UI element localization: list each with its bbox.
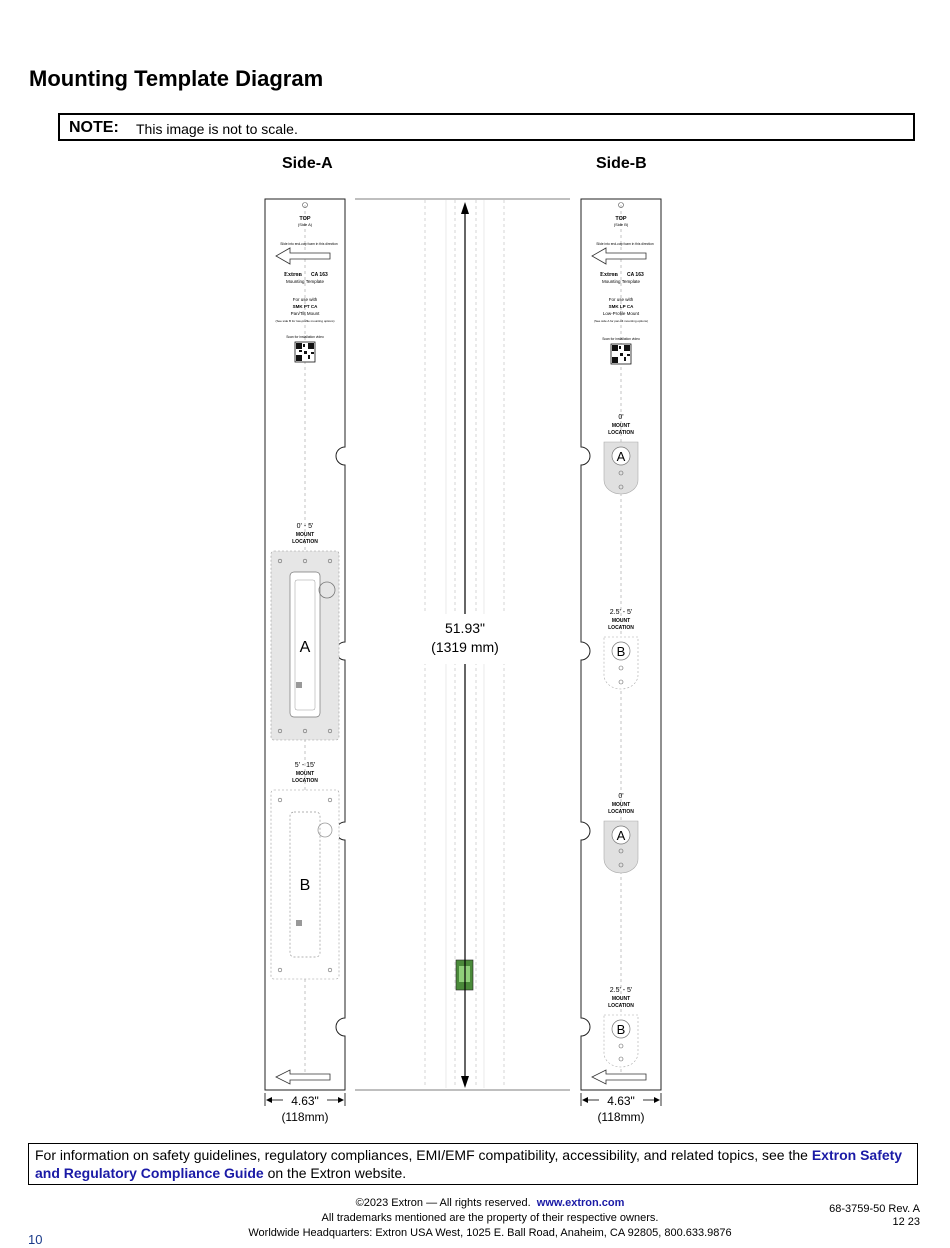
document-revision xyxy=(829,1203,920,1229)
doc-number: 68-3759-50 Rev. A xyxy=(829,1203,920,1215)
side-b-for-use: For use with xyxy=(608,297,634,302)
qr-code-icon xyxy=(295,342,315,362)
side-b-loc1-label2: LOCATION xyxy=(608,430,634,436)
width-dimension-b xyxy=(581,1093,661,1124)
safety-info-suffix: on the Extron website. xyxy=(267,1165,407,1181)
side-a-side: (Side A) xyxy=(297,222,313,227)
side-b-loc3-label2: LOCATION xyxy=(608,809,634,815)
safety-guide-link[interactable]: Extron Safety and Regulatory Compliance Guide xyxy=(35,1147,903,1181)
side-b-loc1-label1: MOUNT xyxy=(611,423,631,429)
length-mm: (1319 mm) xyxy=(431,639,499,655)
side-b-scan: Scan for installation video xyxy=(602,337,640,341)
width-dimension-a xyxy=(265,1093,345,1124)
side-b-brand: Extron xyxy=(600,272,618,278)
side-b-loc4-letter: B xyxy=(616,1022,626,1037)
side-b-strip xyxy=(581,199,661,1090)
copyright-text: ©2023 Extron — All rights reserved. xyxy=(355,1197,531,1209)
side-a-loc-a-label1: MOUNT xyxy=(295,532,315,538)
side-a-loc-b-label2: LOCATION xyxy=(292,778,318,784)
side-b-top: TOP xyxy=(615,216,627,222)
side-b-side: (Side B) xyxy=(613,222,629,227)
trademarks-text: All trademarks mentioned are the property of their respective owners. xyxy=(321,1212,659,1224)
side-a-for-use: For use with xyxy=(292,297,318,302)
side-b-loc4-label1: MOUNT xyxy=(611,996,631,1002)
side-b-model: CA 163 xyxy=(627,272,644,278)
side-a-loc-b-letter: B xyxy=(299,877,311,894)
width-b-mm: (118mm) xyxy=(597,1110,645,1124)
width-b-inches: 4.63" xyxy=(607,1094,635,1108)
side-b-loc4-range: 2.5' - 5' xyxy=(609,987,633,994)
safety-info-text: For information on safety guidelines, regulatory compliances, EMI/EMF compatibility, accessibility, and related topics, see the xyxy=(35,1147,808,1163)
template-roll xyxy=(355,199,570,1090)
side-b-loc2-letter: B xyxy=(616,644,626,659)
side-b-heading: Side-B xyxy=(596,155,647,172)
mounting-template-diagram xyxy=(250,180,680,1140)
side-b-product-desc: Low-Profile Mount xyxy=(602,311,640,316)
note-text: This image is not to scale. xyxy=(136,121,298,137)
side-a-scan: Scan for installation video xyxy=(286,335,324,339)
side-a-top: TOP xyxy=(299,216,311,222)
side-b-slide: Slide into end-cap foam in this direction xyxy=(596,242,654,246)
side-b-loc1-range: 0' xyxy=(618,414,624,421)
headquarters-text: Worldwide Headquarters: Extron USA West, 1025 E. Ball Road, Anaheim, CA 92805, 800.633.9876 xyxy=(248,1227,732,1239)
note-label: NOTE: xyxy=(69,119,119,136)
page-title: Mounting Template Diagram xyxy=(29,66,324,91)
side-b-product: SMK LP CA xyxy=(608,304,634,309)
side-b-loc2-range: 2.5' - 5' xyxy=(609,609,633,616)
length-inches: 51.93" xyxy=(444,620,486,636)
width-a-mm: (118mm) xyxy=(281,1110,329,1124)
side-b-template: Mounting Template xyxy=(602,279,640,284)
side-b-loc2-label1: MOUNT xyxy=(611,618,631,624)
side-a-slide: Slide into end-cap foam in this direction xyxy=(280,242,338,246)
doc-date: 12 23 xyxy=(892,1216,920,1228)
qr-code-b-icon xyxy=(611,344,631,364)
side-b-loc2-label2: LOCATION xyxy=(608,625,634,631)
width-a-inches: 4.63" xyxy=(291,1094,319,1108)
side-a-heading: Side-A xyxy=(282,155,333,172)
side-a-template: Mounting Template xyxy=(286,279,324,284)
side-a-strip xyxy=(265,199,345,1090)
side-a-loc-a-letter: A xyxy=(299,639,311,656)
side-a-loc-b-range: 5' - 15' xyxy=(294,762,316,769)
side-a-loc-a-label2: LOCATION xyxy=(292,539,318,545)
side-b-loc3-label1: MOUNT xyxy=(611,802,631,808)
side-a-see-other: (See side B for low-profile mounting options) xyxy=(275,319,335,323)
side-a-model: CA 163 xyxy=(311,272,328,278)
website-link[interactable]: www.extron.com xyxy=(536,1197,625,1209)
copyright-block xyxy=(200,1196,780,1241)
page-number: 10 xyxy=(28,1232,43,1247)
side-a-brand: Extron xyxy=(284,272,302,278)
note-box xyxy=(58,113,915,141)
side-b-loc4-label2: LOCATION xyxy=(608,1003,634,1009)
side-b-loc3-letter: A xyxy=(616,828,626,843)
side-a-product: SMK PT CA xyxy=(292,304,318,309)
side-b-loc1-letter: A xyxy=(616,449,626,464)
side-a-loc-b-label1: MOUNT xyxy=(295,771,315,777)
safety-info-box xyxy=(28,1143,918,1185)
side-b-loc3-range: 0' xyxy=(618,793,624,800)
side-a-product-desc: Pan/Tilt Mount xyxy=(290,311,320,316)
side-b-see-other: (See side A for pan-tilt mounting options) xyxy=(593,319,649,323)
side-a-loc-a-range: 0' - 5' xyxy=(296,523,314,530)
